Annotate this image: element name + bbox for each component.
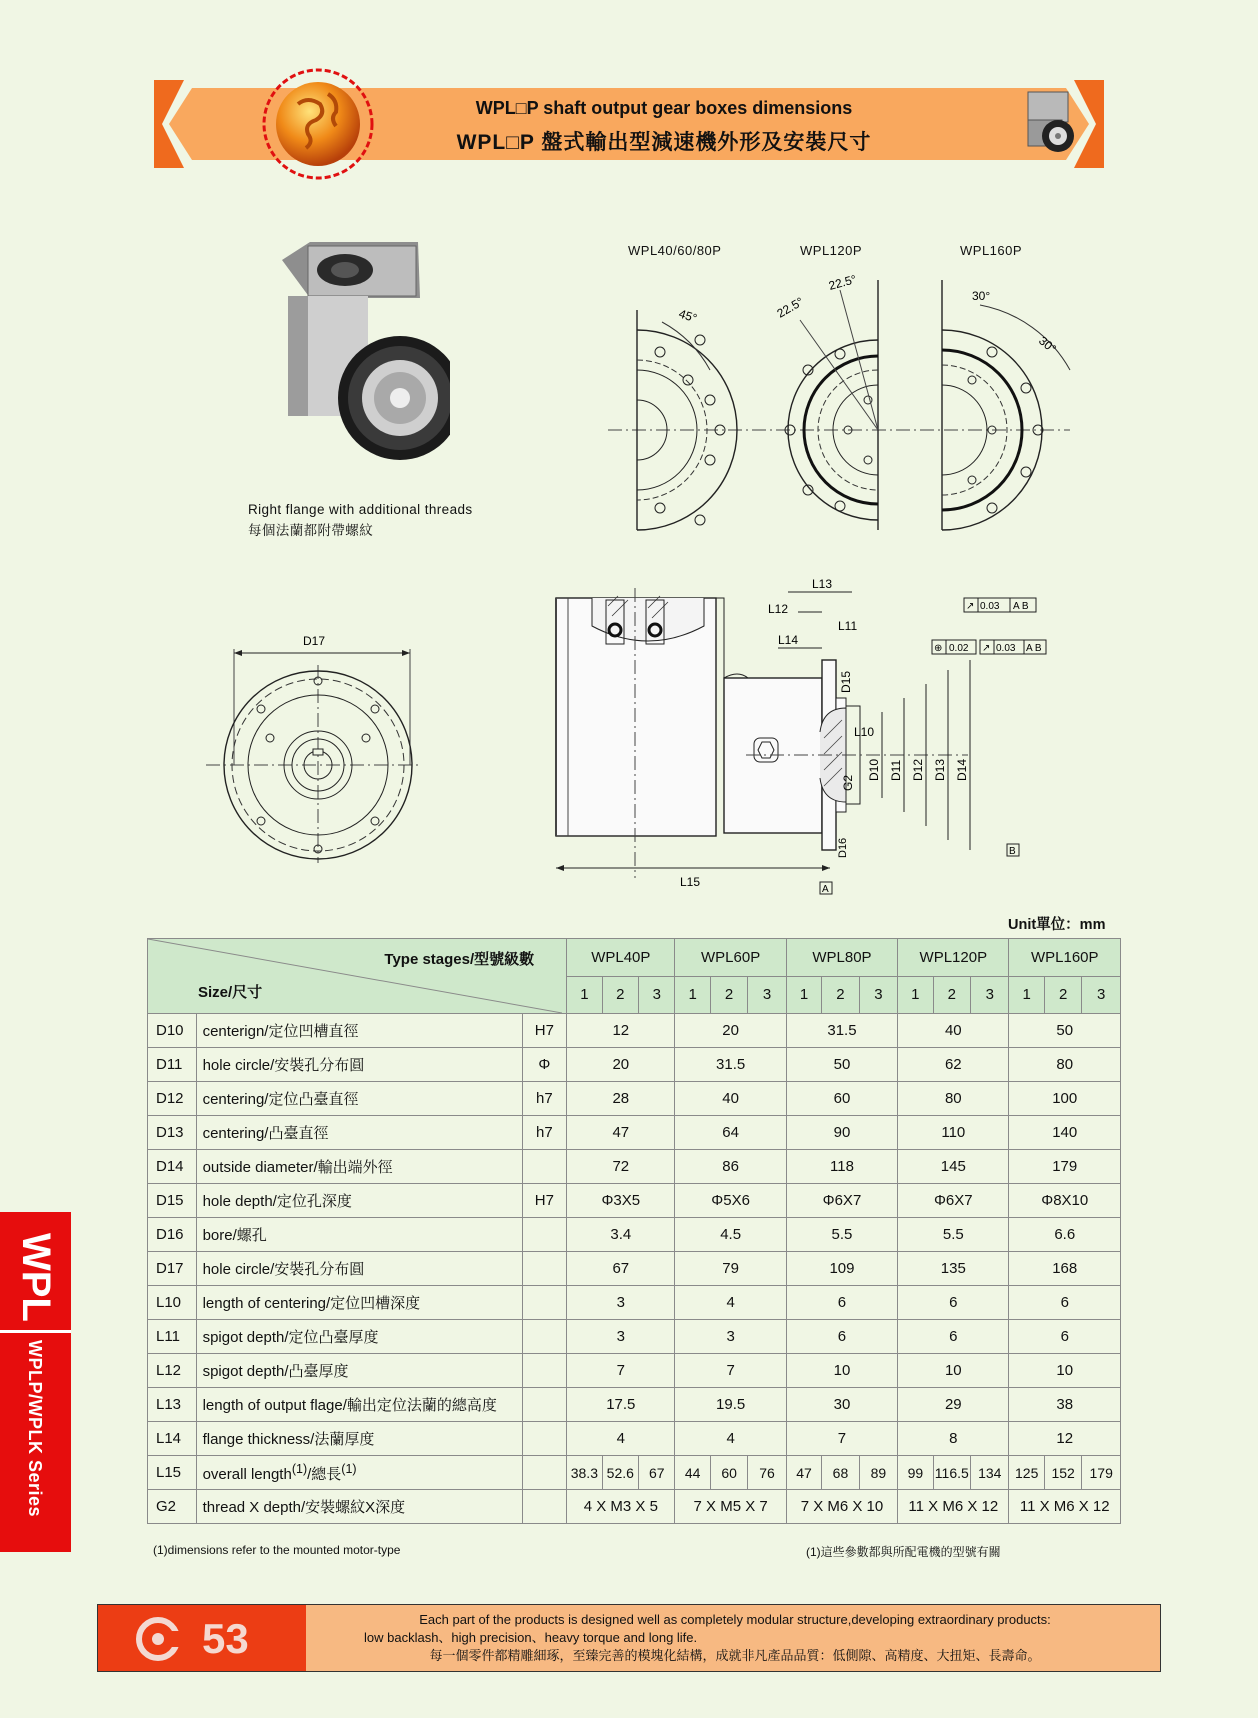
dim-label-d15: D15 — [839, 670, 853, 693]
cell-value: 6.6 — [1009, 1218, 1121, 1252]
dim-label-d11: D11 — [889, 759, 903, 781]
cell-value: 50 — [786, 1048, 897, 1082]
cell-value: 30 — [786, 1388, 897, 1422]
table-row-l14 — [148, 1422, 1121, 1456]
row-description: length of output flage/輸出定位法蘭的總高度 — [196, 1388, 522, 1422]
table-row-g2 — [148, 1490, 1121, 1524]
dim-label-d13: D13 — [933, 758, 947, 781]
cell-value: 47 — [567, 1116, 675, 1150]
cell-value: 152 — [1044, 1456, 1081, 1490]
stage-header: 2 — [1044, 976, 1081, 1014]
stage-header: 3 — [748, 976, 786, 1014]
row-code: G2 — [148, 1490, 197, 1524]
end-view-drawing — [198, 625, 428, 875]
table-corner-cell — [148, 939, 567, 1014]
type-stages-label: Type stages/型號級數 — [384, 951, 535, 968]
datum-label-b: B — [1009, 846, 1016, 857]
cell-value: 125 — [1009, 1456, 1044, 1490]
cell-value: 6 — [1009, 1320, 1121, 1354]
row-description: spigot depth/定位凸臺厚度 — [196, 1320, 522, 1354]
end-view-label-d17: D17 — [303, 634, 326, 648]
table-row-d16 — [148, 1218, 1121, 1252]
row-tolerance — [522, 1388, 567, 1422]
flange-label-wpl120: WPL120P — [800, 243, 863, 258]
cell-value: 11 X M6 X 12 — [1009, 1490, 1121, 1524]
table-row-d12 — [148, 1082, 1121, 1116]
row-description: hole circle/安裝孔分布圓 — [196, 1048, 522, 1082]
stage-header: 3 — [639, 976, 675, 1014]
model-header: WPL120P — [898, 939, 1009, 977]
row-code: L14 — [148, 1422, 197, 1456]
cell-value: 38.3 — [567, 1456, 602, 1490]
stage-header: 3 — [1082, 976, 1121, 1014]
row-tolerance: H7 — [522, 1014, 567, 1048]
row-description: flange thickness/法蘭厚度 — [196, 1422, 522, 1456]
dim-label-l11: L11 — [838, 619, 858, 633]
cell-value: 52.6 — [602, 1456, 638, 1490]
table-row-d13 — [148, 1116, 1121, 1150]
row-description: hole circle/安裝孔分布圓 — [196, 1252, 522, 1286]
cell-value: 60 — [786, 1082, 897, 1116]
dim-label-g2: G2 — [841, 774, 855, 791]
row-desc-en: overall length — [202, 1465, 292, 1483]
table-row-d10 — [148, 1014, 1121, 1048]
cell-value: 110 — [898, 1116, 1009, 1150]
footer — [97, 1604, 1161, 1672]
cell-value: 5.5 — [898, 1218, 1009, 1252]
photo-caption-zh: 每個法蘭都附帶螺紋 — [248, 523, 374, 538]
cell-value: 31.5 — [675, 1048, 786, 1082]
cell-value: 4 — [675, 1422, 786, 1456]
row-code: D11 — [148, 1048, 197, 1082]
tolerance-value-2: 0.02 — [949, 643, 969, 654]
table-row-l15 — [148, 1456, 1121, 1490]
cell-value: 134 — [971, 1456, 1009, 1490]
angle-label-22-5-a: 22.5° — [774, 294, 806, 321]
cell-value: 20 — [567, 1048, 675, 1082]
cell-value: 38 — [1009, 1388, 1121, 1422]
svg-text:↗: ↗ — [966, 601, 975, 612]
row-tolerance — [522, 1286, 567, 1320]
cell-value: 72 — [567, 1150, 675, 1184]
cell-value: 89 — [859, 1456, 897, 1490]
row-tolerance — [522, 1252, 567, 1286]
side-tab-brand: WPL — [14, 1232, 58, 1322]
footnote-zh: (1)這些參數都與所配電機的型號有關 — [806, 1545, 1001, 1559]
cell-value: 44 — [675, 1456, 710, 1490]
dim-label-l15: L15 — [680, 875, 701, 889]
svg-text:↗: ↗ — [982, 643, 991, 654]
page-title-zh: WPL□P 盤式輸出型減速機外形及安裝尺寸 — [456, 131, 872, 154]
cell-value: 179 — [1082, 1456, 1121, 1490]
table-row-d17 — [148, 1252, 1121, 1286]
series-side-tab — [0, 1212, 71, 1552]
cell-value: 7 — [567, 1354, 675, 1388]
stage-header: 1 — [675, 976, 710, 1014]
cell-value: 4.5 — [675, 1218, 786, 1252]
size-label: Size/尺寸 — [198, 984, 263, 1001]
row-code: D15 — [148, 1184, 197, 1218]
table-header-row-models — [148, 939, 1121, 977]
row-code: D14 — [148, 1150, 197, 1184]
svg-text:⊕: ⊕ — [934, 643, 943, 654]
cell-value: 4 X M3 X 5 — [567, 1490, 675, 1524]
cell-value: 80 — [898, 1082, 1009, 1116]
cell-value: 6 — [898, 1286, 1009, 1320]
cell-value: 3 — [567, 1286, 675, 1320]
globe-logo-icon — [258, 64, 378, 184]
footer-line-1: Each part of the products is designed well as completely modular structure,developing extraordinary products: — [419, 1612, 1051, 1627]
product-photo — [270, 238, 450, 478]
model-header: WPL80P — [786, 939, 897, 977]
cell-value: 7 X M6 X 10 — [786, 1490, 897, 1524]
row-description: centering/凸臺直徑 — [196, 1116, 522, 1150]
flange-patterns-drawing — [600, 260, 1080, 540]
row-description: hole depth/定位孔深度 — [196, 1184, 522, 1218]
cell-value: 12 — [1009, 1422, 1121, 1456]
row-tolerance — [522, 1422, 567, 1456]
tolerance-ref-3: A B — [1026, 643, 1042, 654]
cell-value: 80 — [1009, 1048, 1121, 1082]
table-row-d14 — [148, 1150, 1121, 1184]
footnote-marker: (1) — [291, 1461, 308, 1476]
cell-value: 5.5 — [786, 1218, 897, 1252]
table-row-l13 — [148, 1388, 1121, 1422]
row-desc-zh: /總長 — [307, 1465, 342, 1483]
stage-header: 2 — [822, 976, 859, 1014]
row-code: D13 — [148, 1116, 197, 1150]
stage-header: 2 — [933, 976, 970, 1014]
stage-header: 2 — [710, 976, 747, 1014]
cell-value: Φ5X6 — [675, 1184, 786, 1218]
cell-value: 7 — [786, 1422, 897, 1456]
cell-value: 68 — [822, 1456, 859, 1490]
cell-value: 67 — [639, 1456, 675, 1490]
model-header: WPL160P — [1009, 939, 1121, 977]
cell-value: 31.5 — [786, 1014, 897, 1048]
row-description: length of centering/定位凹槽深度 — [196, 1286, 522, 1320]
page-number: 53 — [202, 1615, 249, 1662]
row-tolerance — [522, 1354, 567, 1388]
row-code: D12 — [148, 1082, 197, 1116]
dim-label-l12: L12 — [768, 602, 789, 616]
dim-label-d14: D14 — [955, 758, 969, 781]
cell-value: 62 — [898, 1048, 1009, 1082]
row-tolerance — [522, 1320, 567, 1354]
side-tab-divider — [0, 1330, 71, 1333]
cell-value: 12 — [567, 1014, 675, 1048]
side-view-drawing — [548, 578, 1048, 908]
table-row-l12 — [148, 1354, 1121, 1388]
cell-value: Φ6X7 — [786, 1184, 897, 1218]
cell-value: 99 — [898, 1456, 933, 1490]
dim-label-d12: D12 — [911, 758, 925, 781]
cell-value: 118 — [786, 1150, 897, 1184]
cell-value: 40 — [675, 1082, 786, 1116]
cell-value: 8 — [898, 1422, 1009, 1456]
cell-value: 4 — [567, 1422, 675, 1456]
row-code: D17 — [148, 1252, 197, 1286]
tolerance-value-1: 0.03 — [980, 601, 1000, 612]
footer-line-2: low backlash、high precision、heavy torque and long life. — [364, 1630, 698, 1645]
cell-value: 17.5 — [567, 1388, 675, 1422]
cell-value: 50 — [1009, 1014, 1121, 1048]
cell-value: 19.5 — [675, 1388, 786, 1422]
cell-value: 11 X M6 X 12 — [898, 1490, 1009, 1524]
tolerance-ref-1: A B — [1013, 601, 1029, 612]
footer-page-block — [98, 1605, 306, 1671]
cell-value: 90 — [786, 1116, 897, 1150]
table-row-l10 — [148, 1286, 1121, 1320]
row-code: L11 — [148, 1320, 197, 1354]
cell-value: 7 X M5 X 7 — [675, 1490, 786, 1524]
footnote-marker: (1) — [341, 1461, 357, 1476]
row-tolerance: Φ — [522, 1048, 567, 1082]
cell-value: Φ3X5 — [567, 1184, 675, 1218]
brand-logo-icon — [136, 1617, 180, 1661]
stage-header: 1 — [898, 976, 933, 1014]
row-tolerance — [522, 1456, 567, 1490]
cell-value: 3.4 — [567, 1218, 675, 1252]
page-title-en: WPL□P shaft output gear boxes dimensions — [475, 98, 853, 118]
row-tolerance — [522, 1218, 567, 1252]
row-tolerance: h7 — [522, 1082, 567, 1116]
cell-value: 3 — [567, 1320, 675, 1354]
flange-label-wpl40-80: WPL40/60/80P — [628, 243, 722, 258]
table-row-d15 — [148, 1184, 1121, 1218]
cell-value: Φ8X10 — [1009, 1184, 1121, 1218]
cell-value: 6 — [898, 1320, 1009, 1354]
table-row-l11 — [148, 1320, 1121, 1354]
gearbox-thumbnail-icon — [1022, 90, 1084, 156]
cell-value: 60 — [710, 1456, 747, 1490]
cell-value: 47 — [786, 1456, 821, 1490]
cell-value: 4 — [675, 1286, 786, 1320]
cell-value: 64 — [675, 1116, 786, 1150]
side-tab-series: WPLP/WPLK Series — [25, 1340, 45, 1518]
stage-header: 1 — [786, 976, 821, 1014]
row-code: D16 — [148, 1218, 197, 1252]
row-tolerance: h7 — [522, 1116, 567, 1150]
photo-caption — [248, 499, 473, 541]
cell-value: 135 — [898, 1252, 1009, 1286]
angle-label-22-5-b: 22.5° — [827, 272, 858, 293]
angle-label-30-b: 30° — [1036, 333, 1059, 356]
row-code: L12 — [148, 1354, 197, 1388]
cell-value: 10 — [1009, 1354, 1121, 1388]
row-code: D10 — [148, 1014, 197, 1048]
cell-value: 145 — [898, 1150, 1009, 1184]
stage-header: 2 — [602, 976, 638, 1014]
cell-value: 7 — [675, 1354, 786, 1388]
cell-value: 100 — [1009, 1082, 1121, 1116]
row-tolerance — [522, 1150, 567, 1184]
datum-label-a: A — [822, 884, 829, 895]
row-description: bore/螺孔 — [196, 1218, 522, 1252]
tolerance-value-3: 0.03 — [996, 643, 1016, 654]
dim-label-l10: L10 — [854, 725, 875, 739]
cell-value: 86 — [675, 1150, 786, 1184]
row-description: centerign/定位凹槽直徑 — [196, 1014, 522, 1048]
cell-value: 3 — [675, 1320, 786, 1354]
cell-value: 140 — [1009, 1116, 1121, 1150]
row-description: outside diameter/輸出端外徑 — [196, 1150, 522, 1184]
footer-line-3: 每一個零件都精雕細琢，至臻完善的模塊化結構，成就非凡產品品質：低側隙、高精度、大扭矩、長壽命。 — [429, 1648, 1041, 1663]
cell-value: 67 — [567, 1252, 675, 1286]
dim-label-d10: D10 — [867, 758, 881, 781]
row-code: L10 — [148, 1286, 197, 1320]
unit-label: Unit單位：mm — [1008, 917, 1106, 933]
dim-label-l13: L13 — [812, 578, 833, 591]
row-description: centering/定位凸臺直徑 — [196, 1082, 522, 1116]
cell-value: 6 — [786, 1320, 897, 1354]
cell-value: 76 — [748, 1456, 786, 1490]
angle-label-45: 45° — [677, 306, 699, 326]
row-code: L13 — [148, 1388, 197, 1422]
cell-value: 40 — [898, 1014, 1009, 1048]
cell-value: 10 — [898, 1354, 1009, 1388]
cell-value: 28 — [567, 1082, 675, 1116]
row-tolerance: H7 — [522, 1184, 567, 1218]
dim-label-d16: D16 — [837, 837, 849, 858]
model-header: WPL40P — [567, 939, 675, 977]
row-description: spigot depth/凸臺厚度 — [196, 1354, 522, 1388]
cell-value: 109 — [786, 1252, 897, 1286]
table-row-d11 — [148, 1048, 1121, 1082]
model-header: WPL60P — [675, 939, 786, 977]
row-description — [196, 1456, 522, 1490]
stage-header: 3 — [859, 976, 897, 1014]
stage-header: 1 — [1009, 976, 1044, 1014]
cell-value: 29 — [898, 1388, 1009, 1422]
cell-value: 6 — [786, 1286, 897, 1320]
photo-caption-en: Right flange with additional threads — [248, 502, 473, 517]
angle-label-30-a: 30° — [972, 289, 991, 303]
dim-label-l14: L14 — [778, 633, 799, 647]
cell-value: 20 — [675, 1014, 786, 1048]
flange-label-wpl160: WPL160P — [960, 243, 1023, 258]
stage-header: 3 — [971, 976, 1009, 1014]
row-tolerance — [522, 1490, 567, 1524]
footer-text — [310, 1611, 1160, 1665]
row-description: thread X depth/安裝螺紋X深度 — [196, 1490, 522, 1524]
footnote-en: (1)dimensions refer to the mounted motor-type — [153, 1543, 401, 1557]
cell-value: 168 — [1009, 1252, 1121, 1286]
row-code: L15 — [148, 1456, 197, 1490]
cell-value: Φ6X7 — [898, 1184, 1009, 1218]
cell-value: 6 — [1009, 1286, 1121, 1320]
cell-value: 10 — [786, 1354, 897, 1388]
spec-table — [147, 938, 1121, 1524]
cell-value: 116.5 — [933, 1456, 970, 1490]
stage-header: 1 — [567, 976, 602, 1014]
cell-value: 179 — [1009, 1150, 1121, 1184]
cell-value: 79 — [675, 1252, 786, 1286]
